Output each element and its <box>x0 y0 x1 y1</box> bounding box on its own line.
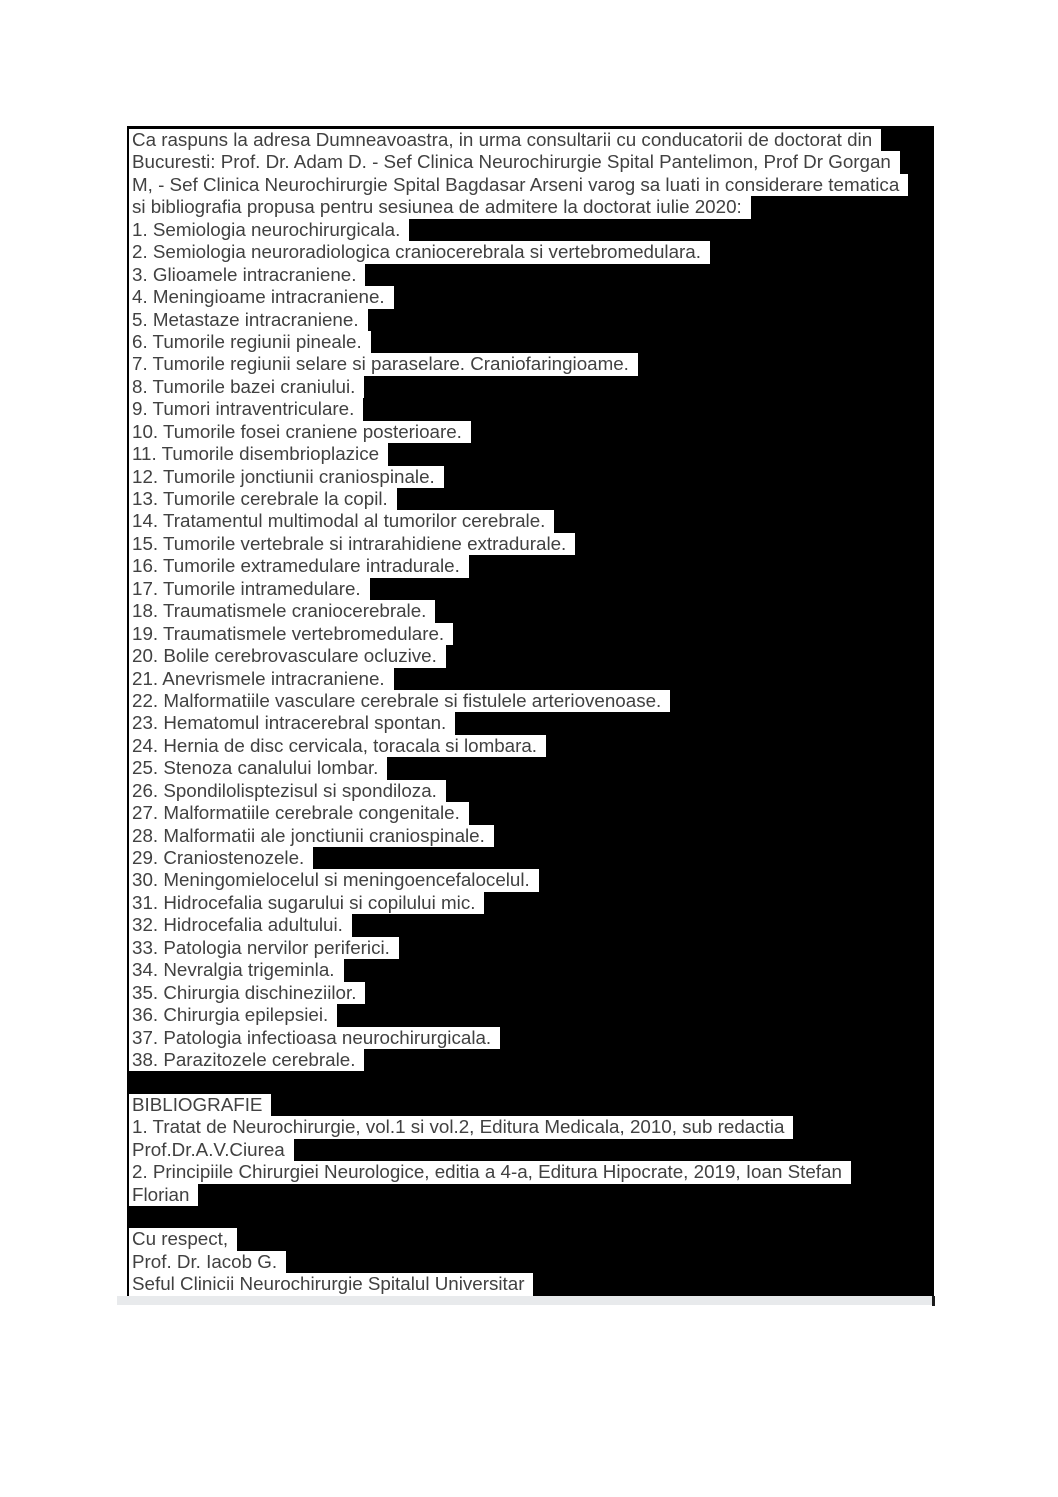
text-line <box>127 780 934 802</box>
line-text: Seful Clinicii Neurochirurgie Spitalul Universitar <box>129 1273 533 1295</box>
text-line <box>127 600 934 622</box>
text-line <box>127 578 934 600</box>
text-line <box>127 488 934 510</box>
text-line <box>127 802 934 824</box>
text-line <box>127 376 934 398</box>
blank-redacted-line <box>127 1071 934 1093</box>
text-line <box>127 1004 934 1026</box>
text-line <box>127 1273 934 1295</box>
text-line <box>127 1184 934 1206</box>
text-line <box>127 443 934 465</box>
text-line <box>127 219 934 241</box>
line-text: 28. Malformatii ale jonctiunii craniospinale. <box>129 825 494 847</box>
line-text: 10. Tumorile fosei craniene posterioare. <box>129 421 471 443</box>
line-text: 8. Tumorile bazei craniului. <box>129 376 364 398</box>
redacted-content-block <box>127 126 934 1296</box>
line-text: 38. Parazitozele cerebrale. <box>129 1049 364 1071</box>
line-text: 15. Tumorile vertebrale si intrarahidiene extradurale. <box>129 533 575 555</box>
text-line <box>127 937 934 959</box>
line-text: 2. Principiile Chirurgiei Neurologice, editia a 4-a, Editura Hipocrate, 2019, Ioan Stefan <box>129 1161 851 1183</box>
line-text: 34. Nevralgia trigeminla. <box>129 959 344 981</box>
text-line <box>127 623 934 645</box>
line-text: 20. Bolile cerebrovasculare ocluzive. <box>129 645 446 667</box>
text-line <box>127 398 934 420</box>
text-line <box>127 264 934 286</box>
line-text: 1. Semiologia neurochirurgicala. <box>129 219 409 241</box>
right-edge-line <box>932 1296 935 1306</box>
text-line <box>127 645 934 667</box>
line-text: 3. Glioamele intracraniene. <box>129 264 365 286</box>
line-text: 1. Tratat de Neurochirurgie, vol.1 si vol.2, Editura Medicala, 2010, sub redactia <box>129 1116 793 1138</box>
bibliography-heading: BIBLIOGRAFIE <box>129 1094 271 1116</box>
line-text: 29. Craniostenozele. <box>129 847 313 869</box>
text-line <box>127 847 934 869</box>
text-line <box>127 825 934 847</box>
line-text: Cu respect, <box>129 1228 237 1250</box>
line-text: 13. Tumorile cerebrale la copil. <box>129 488 397 510</box>
text-line <box>127 892 934 914</box>
topics-list <box>127 219 934 1072</box>
line-text: Florian <box>129 1184 198 1206</box>
line-text: 26. Spondilolisptezisul si spondiloza. <box>129 780 446 802</box>
bottom-shadow-strip <box>117 1296 935 1305</box>
line-text: 27. Malformatiile cerebrale congenitale. <box>129 802 469 824</box>
text-line <box>127 151 934 173</box>
text-line <box>127 1228 934 1250</box>
line-text: 18. Traumatismele craniocerebrale. <box>129 600 435 622</box>
text-line <box>127 286 934 308</box>
line-text: 19. Traumatismele vertebromedulare. <box>129 623 453 645</box>
text-line <box>127 241 934 263</box>
text-line <box>127 914 934 936</box>
text-line <box>127 196 934 218</box>
line-text: 31. Hidrocefalia sugarului si copilului mic. <box>129 892 484 914</box>
text-line <box>127 1139 934 1161</box>
text-line <box>127 129 934 151</box>
line-text: 2. Semiologia neuroradiologica craniocerebrala si vertebromedulara. <box>129 241 710 263</box>
line-text: M, - Sef Clinica Neurochirurgie Spital Bagdasar Arseni varog sa luati in considerare tematica <box>129 174 908 196</box>
line-text: 35. Chirurgia dischineziilor. <box>129 982 365 1004</box>
line-text: 5. Metastaze intracraniene. <box>129 309 368 331</box>
line-text: 22. Malformatiile vasculare cerebrale si fistulele arteriovenoase. <box>129 690 670 712</box>
line-text: 7. Tumorile regiunii selare si paraselare. Craniofaringioame. <box>129 353 638 375</box>
line-text: Ca raspuns la adresa Dumneavoastra, in urma consultarii cu conducatorii de doctorat din <box>129 129 881 151</box>
text-line <box>127 533 934 555</box>
line-text: 4. Meningioame intracraniene. <box>129 286 394 308</box>
text-line <box>127 1116 934 1138</box>
text-line <box>127 668 934 690</box>
line-text: Prof. Dr. Iacob G. <box>129 1251 286 1273</box>
intro-paragraph <box>127 129 934 219</box>
line-text: 23. Hematomul intracerebral spontan. <box>129 712 455 734</box>
text-line <box>127 309 934 331</box>
text-line <box>127 735 934 757</box>
text-line <box>127 421 934 443</box>
line-text: 36. Chirurgia epilepsiei. <box>129 1004 337 1026</box>
bibliography-entries <box>127 1116 934 1206</box>
text-line <box>127 1027 934 1049</box>
line-text: 24. Hernia de disc cervicala, toracala si lombara. <box>129 735 546 757</box>
line-text: 16. Tumorile extramedulare intradurale. <box>129 555 469 577</box>
text-line <box>127 982 934 1004</box>
text-line <box>127 555 934 577</box>
text-line <box>127 331 934 353</box>
bibliography-heading-line <box>127 1094 934 1116</box>
line-text: 6. Tumorile regiunii pineale. <box>129 331 371 353</box>
line-text: Bucuresti: Prof. Dr. Adam D. - Sef Clinica Neurochirurgie Spital Pantelimon, Prof Dr Gorgan <box>129 151 900 173</box>
line-text: 30. Meningomielocelul si meningoencefalocelul. <box>129 869 539 891</box>
text-line <box>127 1161 934 1183</box>
line-text: 17. Tumorile intramedulare. <box>129 578 370 600</box>
line-text: 37. Patologia infectioasa neurochirurgicala. <box>129 1027 500 1049</box>
line-text: si bibliografia propusa pentru sesiunea de admitere la doctorat iulie 2020: <box>129 196 751 218</box>
line-text: 14. Tratamentul multimodal al tumorilor cerebrale. <box>129 510 554 532</box>
closing-block <box>127 1228 934 1295</box>
line-text: 11. Tumorile disembrioplazice <box>129 443 388 465</box>
text-line <box>127 869 934 891</box>
blank-redacted-line <box>127 1206 934 1228</box>
line-text: 9. Tumori intraventriculare. <box>129 398 363 420</box>
text-line <box>127 712 934 734</box>
line-text: Prof.Dr.A.V.Ciurea <box>129 1139 294 1161</box>
line-text: 32. Hidrocefalia adultului. <box>129 914 352 936</box>
line-text: 21. Anevrismele intracraniene. <box>129 668 394 690</box>
text-line <box>127 1251 934 1273</box>
text-line <box>127 757 934 779</box>
line-text: 12. Tumorile jonctiunii craniospinale. <box>129 466 444 488</box>
text-line <box>127 690 934 712</box>
text-line <box>127 1049 934 1071</box>
text-line <box>127 466 934 488</box>
text-line <box>127 959 934 981</box>
line-text: 33. Patologia nervilor periferici. <box>129 937 399 959</box>
text-line <box>127 510 934 532</box>
line-text: 25. Stenoza canalului lombar. <box>129 757 387 779</box>
text-line <box>127 174 934 196</box>
text-line <box>127 353 934 375</box>
